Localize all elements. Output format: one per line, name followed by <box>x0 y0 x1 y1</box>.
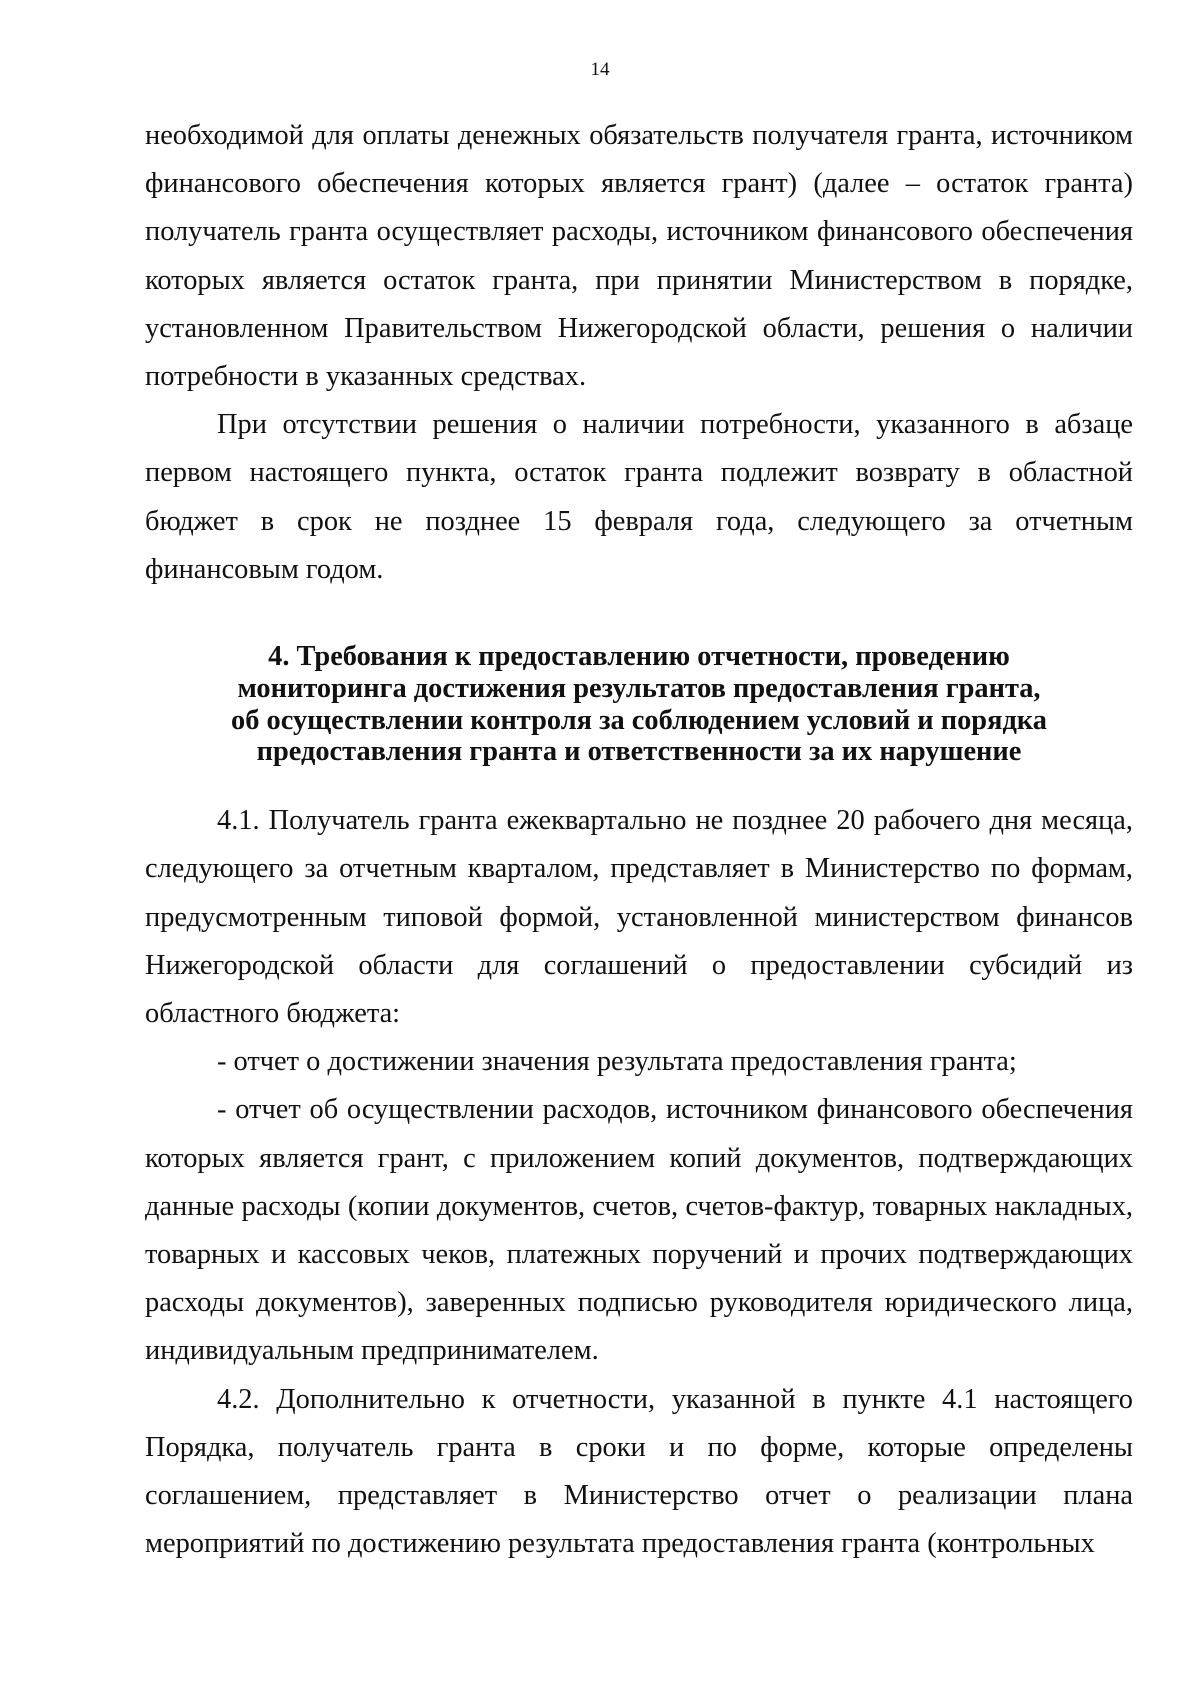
document-body <box>145 112 1133 1568</box>
paragraph-continuation: необходимой для оплаты денежных обязательств получателя гранта, источником финансового обеспечения которых является грант) (далее – остаток гранта) получатель гранта осуществляет расходы, источником финансового обеспечения которых является остаток гранта, при принятии Министерством в порядке, установленном Правительством Нижегородской области, решения о наличии потребности в указанных средствах. <box>145 120 1133 393</box>
section-heading-line: 4. Требования к предоставлению отчетности, проведению <box>268 641 1010 673</box>
section-heading-line: предоставления гранта и ответственности за их нарушение <box>256 736 1022 768</box>
page-number: 14 <box>590 59 610 80</box>
paragraph-4-2: 4.2. Дополнительно к отчетности, указанной в пункте 4.1 настоящего Порядка, получатель гранта в сроки и по форме, которые определены соглашением, представляет в Министерство отчет о реализации плана мероприятий по достижению результата предоставления гранта (контрольных <box>145 1383 1133 1560</box>
list-item-result-report: - отчет о достижении значения результата предоставления гранта; <box>217 1046 1017 1078</box>
section-heading-line: мониторинга достижения результатов предоставления гранта, <box>237 672 1041 704</box>
section-heading-line: об осуществлении контроля за соблюдением условий и порядка <box>231 704 1047 736</box>
section-heading <box>145 641 1133 768</box>
paragraph-4-1: 4.1. Получатель гранта ежеквартально не позднее 20 рабочего дня месяца, следующего за отчетным кварталом, представляет в Министерство по формам, предусмотренным типовой формой, установленной министерством финансов Нижегородской области для соглашений о предоставлении субсидий из областного бюджета: <box>145 805 1133 1030</box>
paragraph-no-decision: При отсутствии решения о наличии потребности, указанного в абзаце первом настоящего пункта, остаток гранта подлежит возврату в областной бюджет в срок не позднее 15 февраля года, следующего за отчетным финансовым годом. <box>145 409 1133 585</box>
list-item-expenses-report: - отчет об осуществлении расходов, источником финансового обеспечения которых является грант, с приложением копий документов, подтверждающих данные расходы (копии документов, счетов, счетов-фактур, товарных накладных, товарных и кассовых чеков, платежных поручений и прочих подтверждающих расходы документов), заверенных подписью руководителя юридического лица, индивидуальным предпринимателем. <box>145 1094 1133 1367</box>
